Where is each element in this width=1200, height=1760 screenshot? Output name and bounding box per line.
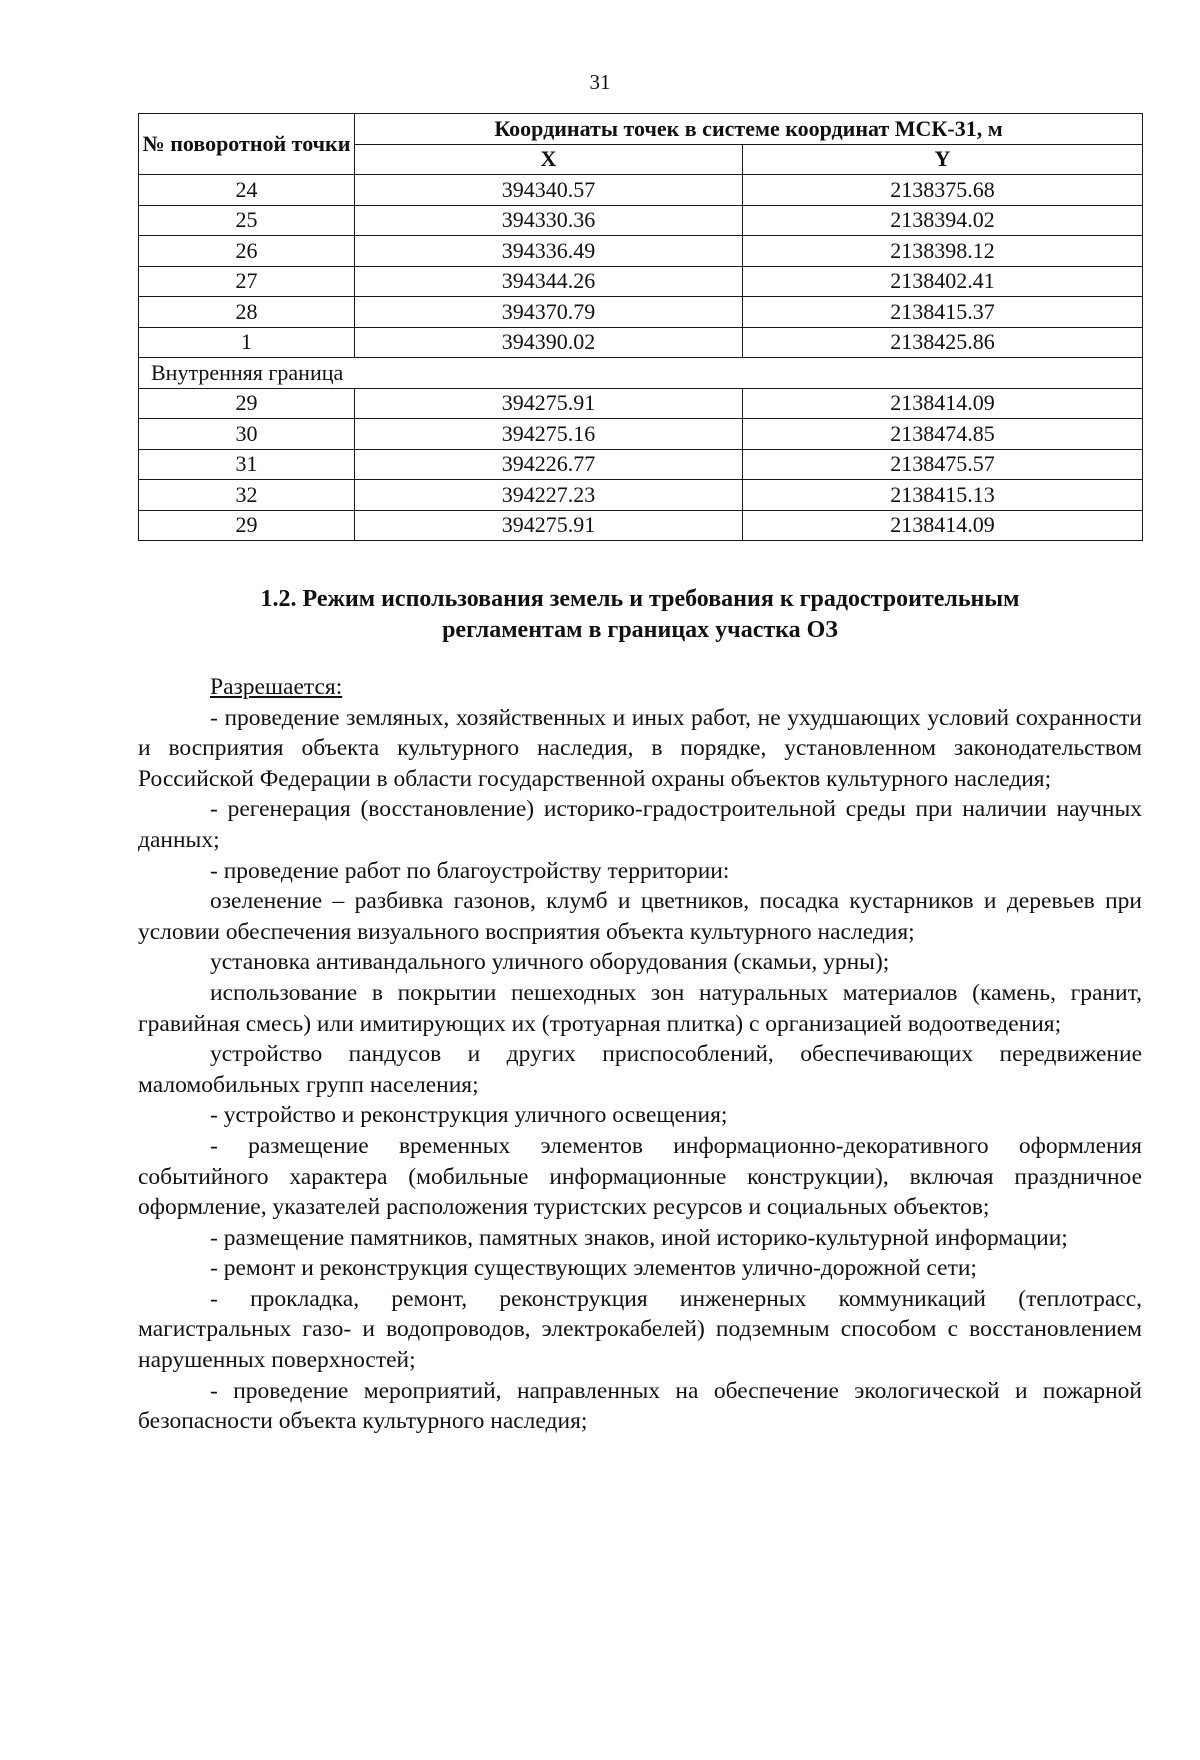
coordinates-table [138, 113, 1143, 541]
coord-x: 394336.49 [355, 236, 743, 267]
regulations-body [138, 672, 1142, 1437]
point-number: 31 [139, 449, 355, 480]
paragraph: - проведение земляных, хозяйственных и иных работ, не ухудшающих условий сохранности и восприятия объекта культурного наследия, в порядке, установленном законодательством Российской Федерации в области государственной охраны объектов культурного наследия; [138, 704, 1142, 792]
table-section-row [139, 358, 1143, 389]
section-title [138, 584, 1142, 646]
coord-y: 2138375.68 [743, 175, 1143, 206]
inner-boundary-label: Внутренняя граница [139, 358, 1143, 389]
paragraph: - размещение памятников, памятных знаков, иной историко-культурной информации; [210, 1224, 1068, 1251]
paragraph: установка антивандального уличного оборудования (скамьи, урны); [210, 949, 890, 976]
paragraph: - прокладка, ремонт, реконструкция инженерных коммуникаций (теплотрасс, магистральных газо- и водопроводов, электрокабелей) подземным способом с восстановлением нарушенных поверхностей; [138, 1285, 1142, 1374]
table-row [139, 266, 1143, 297]
paragraph: - регенерация (восстановление) историко-градостроительной среды при наличии научных данных; [138, 796, 1142, 853]
coord-x: 394370.79 [355, 297, 743, 328]
coord-x: 394275.91 [355, 510, 743, 541]
coord-y: 2138402.41 [743, 266, 1143, 297]
coord-x: 394330.36 [355, 205, 743, 236]
coord-y: 2138425.86 [743, 327, 1143, 358]
point-number: 24 [139, 175, 355, 206]
header-point-number: № поворотной точки [139, 114, 355, 175]
point-number: 25 [139, 205, 355, 236]
coord-y: 2138414.09 [743, 510, 1143, 541]
coord-y: 2138414.09 [743, 388, 1143, 419]
coord-y: 2138415.37 [743, 297, 1143, 328]
paragraph: использование в покрытии пешеходных зон натуральных материалов (камень, гранит, гравийная смесь) или имитирующих их (тротуарная плитка) с организацией водоотведения; [138, 979, 1142, 1037]
point-number: 29 [139, 510, 355, 541]
header-y: Y [743, 144, 1143, 175]
paragraph: - ремонт и реконструкция существующих элементов улично-дорожной сети; [210, 1255, 977, 1282]
coord-y: 2138415.13 [743, 480, 1143, 511]
table-row [139, 327, 1143, 358]
point-number: 28 [139, 297, 355, 328]
table-header-row [139, 114, 1143, 145]
table-row [139, 510, 1143, 541]
point-number: 27 [139, 266, 355, 297]
table-row [139, 236, 1143, 267]
coord-x: 394226.77 [355, 449, 743, 480]
coord-y: 2138398.12 [743, 236, 1143, 267]
coord-x: 394275.16 [355, 419, 743, 450]
point-number: 30 [139, 419, 355, 450]
paragraph: - проведение работ по благоустройству территории: [210, 857, 730, 884]
point-number: 26 [139, 236, 355, 267]
coord-y: 2138474.85 [743, 419, 1143, 450]
paragraph: озеленение – разбивка газонов, клумб и цветников, посадка кустарников и деревьев при условии обеспечения визуального восприятия объекта культурного наследия; [138, 888, 1142, 945]
page-number: 31 [589, 70, 611, 94]
coord-x: 394390.02 [355, 327, 743, 358]
coord-x: 394275.91 [355, 388, 743, 419]
coord-y: 2138394.02 [743, 205, 1143, 236]
table-row [139, 297, 1143, 328]
coord-x: 394340.57 [355, 175, 743, 206]
table-row [139, 388, 1143, 419]
paragraph: устройство пандусов и других приспособлений, обеспечивающих передвижение маломобильных групп населения; [138, 1041, 1142, 1098]
section-title-line-2: регламентам в границах участка ОЗ [442, 617, 838, 643]
allowed-label: Разрешается: [210, 674, 343, 700]
table-row [139, 480, 1143, 511]
section-title-line-1: 1.2. Режим использования земель и требования к градостроительным [260, 586, 1020, 612]
paragraph: - устройство и реконструкция уличного освещения; [210, 1102, 728, 1129]
coord-x: 394344.26 [355, 266, 743, 297]
point-number: 32 [139, 480, 355, 511]
point-number: 29 [139, 388, 355, 419]
table-row [139, 205, 1143, 236]
paragraph: - размещение временных элементов информационно-декоративного оформления событийного характера (мобильные информационные конструкции), включая праздничное оформление, указателей расположения туристских ресурсов и социальных объектов; [138, 1132, 1142, 1221]
point-number: 1 [139, 327, 355, 358]
paragraph: - проведение мероприятий, направленных на обеспечение экологической и пожарной безопасности объекта культурного наследия; [138, 1377, 1142, 1435]
header-coordinates-title: Координаты точек в системе координат МСК-31, м [355, 114, 1143, 145]
table-row [139, 449, 1143, 480]
coord-y: 2138475.57 [743, 449, 1143, 480]
table-row [139, 175, 1143, 206]
header-x: X [355, 144, 743, 175]
coord-x: 394227.23 [355, 480, 743, 511]
table-row [139, 419, 1143, 450]
